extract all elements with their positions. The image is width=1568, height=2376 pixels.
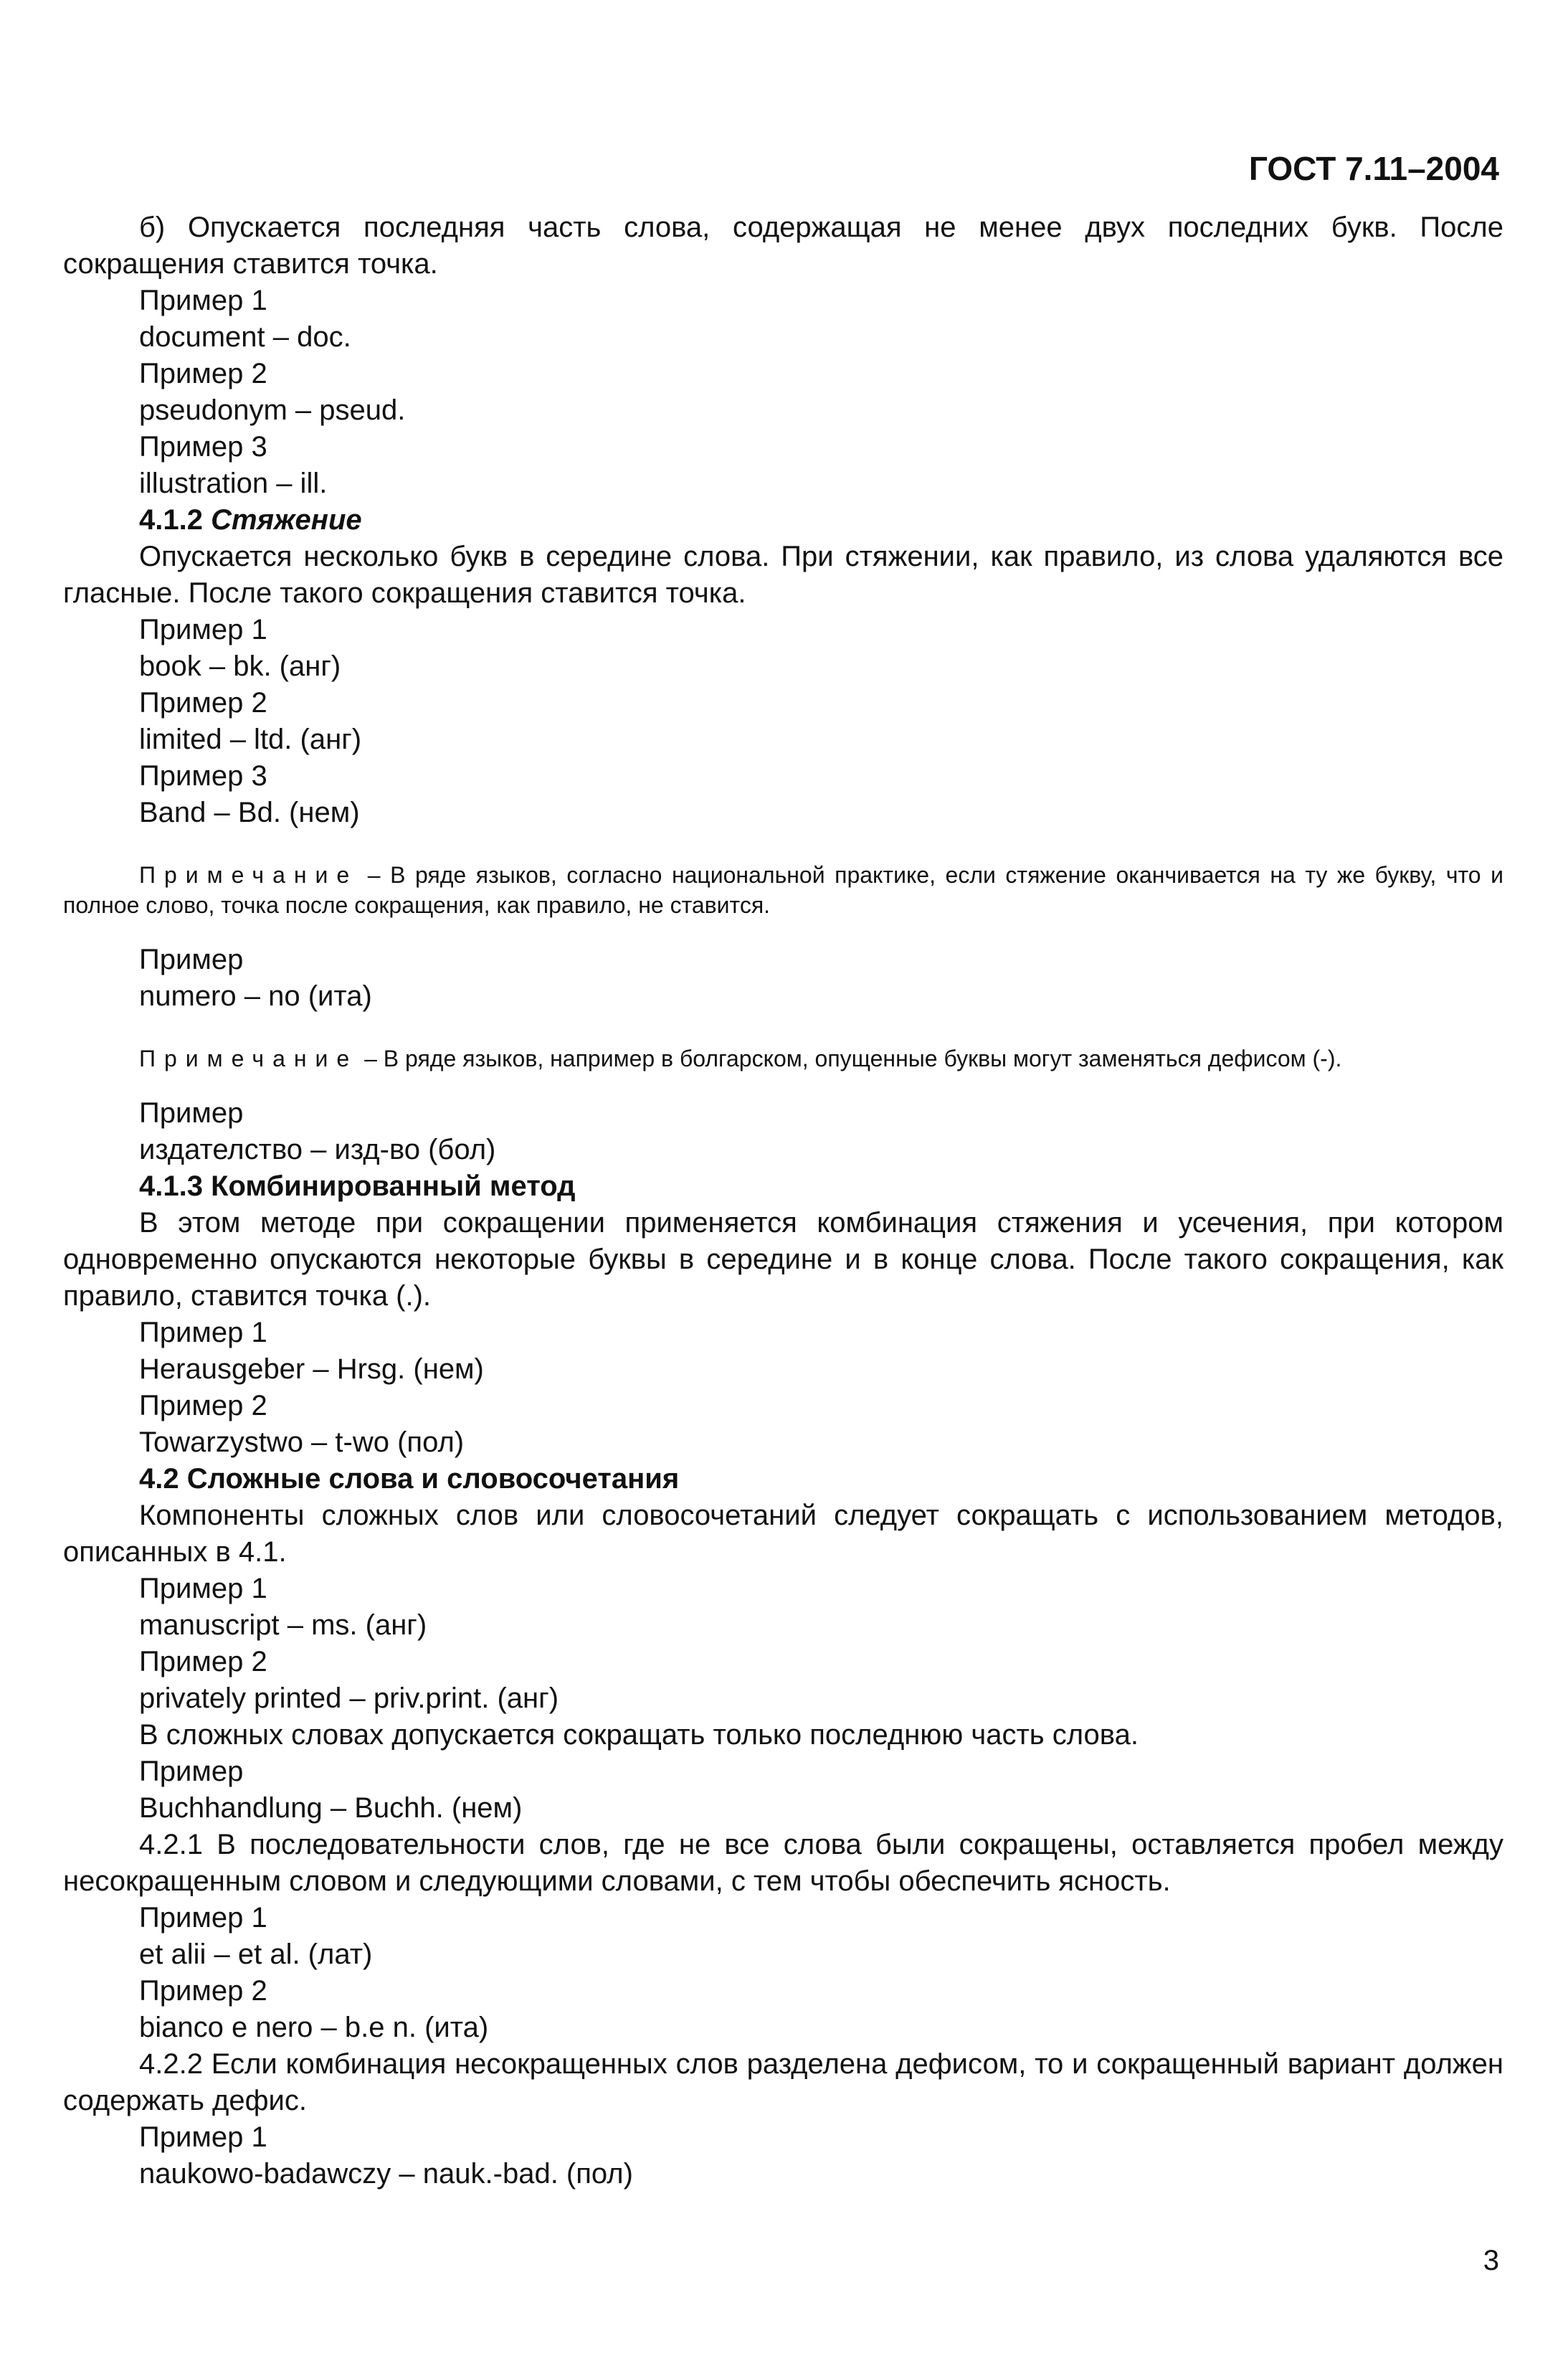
section-title: Комбинированный метод xyxy=(211,1170,576,1202)
example-label: Пример 2 xyxy=(139,1646,267,1677)
section-number: 4.1.3 xyxy=(139,1170,203,1202)
section-title: Сложные слова и словосочетания xyxy=(186,1463,680,1495)
note-text: – В ряде языков, например в болгарском, опущенные буквы могут заменяться дефисом (-). xyxy=(358,1046,1342,1071)
example-label: Пример 1 xyxy=(139,2121,267,2153)
note xyxy=(63,860,1503,920)
example-text: illustration – ill. xyxy=(139,468,328,499)
example-label: Пример 2 xyxy=(139,1390,267,1421)
note xyxy=(63,1043,1503,1074)
example-label: Пример xyxy=(139,1756,244,1787)
section-heading xyxy=(63,502,1503,539)
example-label: Пример 3 xyxy=(139,760,267,792)
paragraph: 4.2.1 В последовательности слов, где не все слова были сокращены, оставляется пробел между несокращенным словом и следующими словами, с тем чтобы обеспечить ясность. xyxy=(63,1829,1503,1897)
section-heading xyxy=(63,1461,1503,1497)
example-text: manuscript – ms. (анг) xyxy=(139,1609,427,1641)
example-text: bianco e nero – b.e n. (ита) xyxy=(139,2012,489,2043)
example-label: Пример 1 xyxy=(139,614,267,645)
document-body xyxy=(63,209,1503,2192)
paragraph: В этом методе при сокращении применяется комбинация стяжения и усечения, при котором одновременно опускаются некоторые буквы в середине и в конце слова. После такого сокращения, как правило, ставится точка (.). xyxy=(63,1207,1503,1312)
example-text: document – doc. xyxy=(139,321,351,353)
section-title: Стяжение xyxy=(211,504,362,536)
note-label: Примечание xyxy=(139,862,358,888)
example-text: privately printed – priv.print. (анг) xyxy=(139,1682,559,1714)
paragraph: В сложных словах допускается сокращать только последнюю часть слова. xyxy=(139,1719,1139,1751)
section-heading xyxy=(63,1168,1503,1205)
example-label: Пример 2 xyxy=(139,1975,267,2007)
note-text: – В ряде языков, согласно национальной практике, если стяжение оканчивается на ту же букву, что и полное слово, точка после сокращения, как правило, не ставится. xyxy=(63,862,1503,918)
section-number: 4.2 xyxy=(139,1463,179,1495)
paragraph: б) Опускается последняя часть слова, содержащая не менее двух последних букв. После сокращения ставится точка. xyxy=(63,212,1503,280)
example-text: naukowo-badawczy – nauk.-bad. (пол) xyxy=(139,2158,633,2190)
example-text: Band – Bd. (нем) xyxy=(139,797,360,828)
example-text: numero – no (ита) xyxy=(139,980,372,1012)
example-label: Пример 2 xyxy=(139,358,267,389)
example-text: et alii – et al. (лат) xyxy=(139,1939,373,1970)
example-label: Пример 1 xyxy=(139,1902,267,1934)
example-label: Пример xyxy=(139,944,244,975)
paragraph: Опускается несколько букв в середине слова. При стяжении, как правило, из слова удаляются все гласные. После такого сокращения ставится точка. xyxy=(63,541,1503,609)
example-label: Пример 1 xyxy=(139,1573,267,1604)
example-label: Пример xyxy=(139,1097,244,1129)
example-text: Towarzystwo – t-wo (пол) xyxy=(139,1426,465,1458)
example-text: limited – ltd. (анг) xyxy=(139,724,362,755)
example-text: Herausgeber – Hrsg. (нем) xyxy=(139,1353,484,1385)
page-number: 3 xyxy=(1483,2245,1499,2276)
example-label: Пример 3 xyxy=(139,431,267,463)
section-number: 4.1.2 xyxy=(139,504,203,536)
example-text: pseudonym – pseud. xyxy=(139,394,406,426)
document-code-header: ГОСТ 7.11–2004 xyxy=(1248,150,1499,187)
example-label: Пример 2 xyxy=(139,687,267,719)
example-label: Пример 1 xyxy=(139,285,267,316)
note-label: Примечание xyxy=(139,1046,358,1071)
paragraph: 4.2.2 Если комбинация несокращенных слов разделена дефисом, то и сокращенный вариант должен содержать дефис. xyxy=(63,2048,1503,2116)
example-text: издателство – изд-во (бол) xyxy=(139,1134,496,1165)
example-text: book – bk. (анг) xyxy=(139,650,341,682)
paragraph: Компоненты сложных слов или словосочетаний следует сокращать с использованием методов, описанных в 4.1. xyxy=(63,1500,1503,1568)
example-text: Buchhandlung – Buchh. (нем) xyxy=(139,1792,523,1824)
example-label: Пример 1 xyxy=(139,1317,267,1348)
